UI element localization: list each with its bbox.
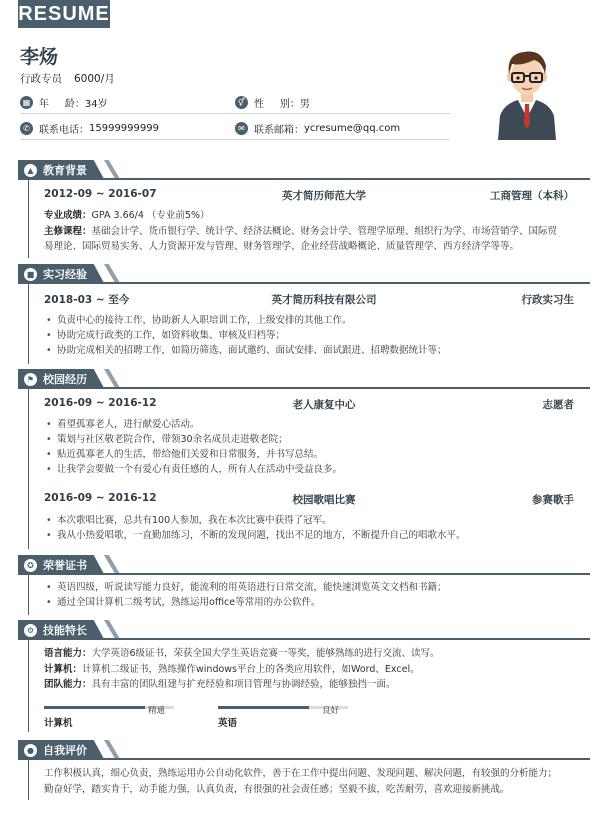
- section-internship-header: [18, 264, 590, 284]
- language-value: 大学英语6级证书，荣获全国大学生英语竞赛一等奖，能够熟练的进行交流、读写。: [91, 648, 440, 659]
- computer-line: [44, 662, 576, 678]
- info-row-1: [20, 92, 450, 114]
- computer-value: 计算机二级证书，熟练操作windows平台上的各类应用软件，如Word、Excel。: [82, 663, 420, 675]
- self-line-2: 勤奋好学，踏实肯干，动手能力强，认真负责，有很强的社会责任感；坚毅不拔，吃苦耐劳，喜欢迎接新挑战。: [44, 783, 510, 795]
- list-item: • 看望孤寡老人，进行献爱心活动。: [44, 417, 576, 432]
- list-item: • 策划与社区敬老院合作，带领30余名成员走进敬老院；: [44, 432, 576, 447]
- phone-value: 15999999999: [89, 123, 159, 134]
- calendar-icon: ▦: [20, 96, 33, 109]
- avatar: [496, 46, 558, 140]
- courses-line-2: 易理论、国际贸易实务、人力资源开发与管理、财务管理学、企业经营战略概论、质量管理学、西方经济学等等。: [44, 241, 520, 252]
- section-education-title: 教育背景: [43, 164, 87, 177]
- skills-details: [44, 646, 576, 693]
- courses-value-1: 基础会计学、货币银行学、统计学、经济法概论、财务会计学、管理学原理、组织行为学、市场营销学、国际贸: [91, 225, 558, 237]
- skill-level-english: 良好: [322, 706, 340, 716]
- timeline-line: [28, 389, 29, 549]
- education-entry-header: [44, 188, 574, 202]
- email-value: ycresume@qq.com: [304, 123, 401, 134]
- timeline-line: [28, 640, 29, 732]
- section-campus-title: 校园经历: [43, 373, 87, 386]
- gpa-value: GPA 3.66/4 （专业前5%）: [91, 210, 210, 221]
- computer-label: 计算机：: [44, 663, 83, 675]
- skill-name-computer: 计算机: [44, 718, 73, 729]
- internship-entry-header: [44, 292, 574, 306]
- team-label: 团队能力：: [44, 679, 92, 690]
- section-internship-title: 实习经验: [43, 268, 87, 281]
- internship-company: 英才简历科技有限公司: [271, 294, 377, 306]
- education-school: 英才简历师范大学: [282, 190, 366, 202]
- phone-field: [20, 121, 235, 136]
- internship-role: 行政实习生: [521, 294, 574, 306]
- list-item: • 协助完成行政类的工作，如资料收集、审核及归档等；: [44, 328, 576, 343]
- section-education-header: [18, 160, 590, 180]
- resume-tag: RESUME: [18, 0, 110, 28]
- internship-duties: [44, 313, 576, 358]
- self-line-1: 工作积极认真，细心负责，熟练运用办公自动化软件，善于在工作中提出问题、发现问题、解决问题，有较强的分析能力；: [44, 768, 558, 779]
- section-certificate-header: [18, 555, 590, 575]
- list-item: • 负责中心的接待工作，协助新人入职培训工作，上级安排的其他工作。: [44, 313, 576, 328]
- section-self-title: 自我评价: [43, 744, 87, 757]
- skill-fill: [218, 706, 309, 709]
- graduation-cap-icon: ▲: [24, 164, 37, 177]
- email-icon: ✉: [235, 122, 248, 135]
- campus-entry-header: [44, 397, 574, 411]
- campus-role: 志愿者: [542, 399, 574, 411]
- info-row-2: [20, 118, 450, 140]
- campus-org: 校园歌唱比赛: [292, 494, 356, 506]
- campus-entry-header: [44, 492, 574, 506]
- flag-icon: ⚑: [24, 373, 37, 386]
- timeline-line: [28, 760, 29, 800]
- certificate-list: [44, 580, 576, 610]
- age-field: [20, 95, 235, 110]
- campus-date: 2016-09 ~ 2016-12: [44, 397, 157, 409]
- gpa-label: 专业成绩：: [44, 210, 92, 221]
- email-label: 联系邮箱：: [254, 125, 304, 136]
- phone-icon: ✆: [20, 122, 33, 135]
- language-line: [44, 646, 576, 662]
- gpa-line: [44, 208, 576, 224]
- education-major: 工商管理（本科）: [490, 190, 574, 202]
- self-evaluation: [44, 766, 576, 797]
- list-item: • 本次歌唱比赛，总共有100人参加，我在本次比赛中获得了冠军。: [44, 513, 576, 528]
- team-value: 具有丰富的团队组建与扩充经验和项目管理与协调经验，能够独挡一面。: [91, 679, 396, 690]
- list-item: • 我从小热爱唱歌，一直勤加练习，不断的发现问题，找出不足的地方，不断提升自己的唱歌水平。: [44, 528, 576, 543]
- email-field: [235, 121, 450, 136]
- courses-label: 主修课程：: [44, 225, 92, 237]
- skill-fill: [44, 706, 145, 709]
- age-label: 年 龄：: [39, 99, 85, 110]
- person-icon: ●: [24, 744, 37, 757]
- gender-field: [235, 95, 450, 110]
- team-line: [44, 677, 576, 693]
- education-details: [44, 208, 576, 255]
- language-label: 语言能力：: [44, 648, 92, 659]
- section-skills-header: [18, 620, 590, 640]
- job-title: 行政专员: [20, 73, 62, 85]
- list-item: • 英语四级，听说读写能力良好，能流利的用英语进行日常交流，能快速浏览英文文档和书籍；: [44, 580, 576, 595]
- salary: 6000/月: [74, 73, 115, 85]
- briefcase-icon: ■: [24, 268, 37, 281]
- section-certificate-title: 荣誉证书: [43, 559, 87, 572]
- section-campus-header: [18, 369, 590, 389]
- gender-icon: ⚥: [235, 96, 248, 109]
- job-line: [20, 71, 115, 86]
- timeline-line: [28, 180, 29, 258]
- education-date: 2012-09 ~ 2016-07: [44, 188, 157, 200]
- timeline-line: [28, 284, 29, 364]
- campus-duties: [44, 513, 576, 543]
- gender-label: 性 别：: [254, 99, 300, 110]
- timeline-line: [28, 575, 29, 615]
- list-item: • 贴近孤寡老人的生活，带给他们关爱和日常服务，并书写总结。: [44, 447, 576, 462]
- courses-line: [44, 224, 576, 240]
- section-self-header: [18, 740, 590, 760]
- internship-date: 2018-03 ~ 至今: [44, 294, 130, 306]
- section-skills-title: 技能特长: [43, 624, 87, 637]
- gender-value: 男: [299, 99, 310, 110]
- age-value: 34岁: [84, 99, 108, 110]
- campus-duties: [44, 417, 576, 477]
- campus-date: 2016-09 ~ 2016-12: [44, 492, 157, 504]
- candidate-name: 李炀: [20, 46, 59, 68]
- list-item: • 通过全国计算机二级考试，熟练运用office等常用的办公软件。: [44, 595, 576, 610]
- campus-role: 参赛歌手: [532, 494, 574, 506]
- list-item: • 让我学会要做一个有爱心有责任感的人，所有人在活动中受益良多。: [44, 462, 576, 477]
- campus-org: 老人康复中心: [292, 399, 356, 411]
- award-icon: ✪: [24, 559, 37, 572]
- skill-name-english: 英语: [218, 718, 238, 729]
- list-item: • 协助完成相关的招聘工作，如简历筛选、面试邀约、面试安排、面试跟进、招聘数据统计等；: [44, 343, 576, 358]
- gear-icon: ⚙: [24, 624, 37, 637]
- phone-label: 联系电话：: [39, 125, 89, 136]
- skill-level-computer: 精通: [148, 706, 166, 716]
